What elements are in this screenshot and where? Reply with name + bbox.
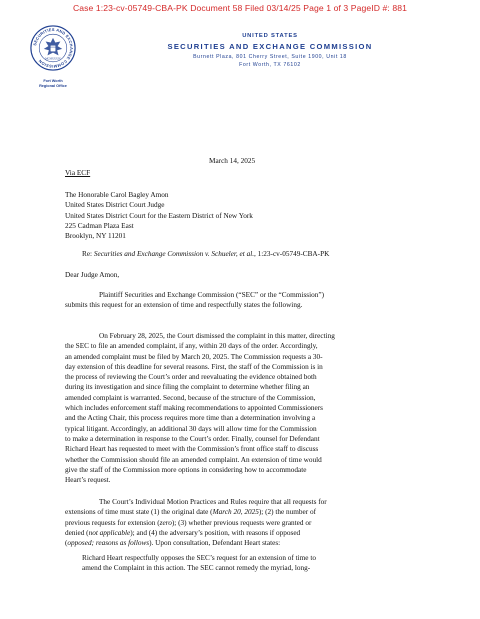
paragraph-line: Richard Heart has requested to meet with the Commission’s front office staff to discuss [65,445,319,454]
paragraph-intro [65,290,324,311]
re-case-number: , 1:23-cv-05749-CBA-PK [254,250,330,258]
letterhead-city: Fort Worth, TX 76102 [239,62,301,68]
paragraph-line: the process of reviewing the Court’s order and reevaluating the evidence obtained both [65,373,317,382]
text-run: extensions of time must state (1) the original date ( [65,508,213,517]
previous-requests: zero [159,518,172,527]
paragraph-line [65,518,327,528]
recipient-address [65,190,253,241]
address-line: Brooklyn, NY 11201 [65,232,126,241]
letterhead-agency: SECURITIES AND EXCHANGE COMMISSION [167,42,373,51]
paragraph-line: Plaintiff Securities and Exchange Commission (“SEC” or the “Commission”) [99,291,324,299]
letterhead-country: UNITED STATES [242,33,298,39]
quote-line: amend the Complaint in this action. The SEC cannot remedy the myriad, long- [82,564,311,573]
address-line: The Honorable Carol Bagley Amon [65,191,169,199]
paragraph-line: submits this request for an extension of time and respectfully states the following. [65,301,303,310]
paragraph-rules [65,497,327,548]
paragraph-line: typical litigant. Accordingly, an additional 30 days will allow time for the Commission [65,424,317,433]
paragraph-line: day extension of this deadline for several reasons. First, the staff of the Commission is in [65,362,323,371]
paragraph-line: to make a determination in response to the Court’s order. Finally, counsel for Defendant [65,434,320,443]
letterhead-address: Burnett Plaza, 801 Cherry Street, Suite 1900, Unit 18 [193,54,347,60]
paragraph-line [65,528,327,538]
paragraph-line: which includes enforcement staff making recommendations to appointed Commissioners [65,404,323,413]
address-line: United States District Court Judge [65,201,165,210]
sec-seal-icon [30,25,76,71]
letter-date: March 14, 2025 [209,157,256,165]
seal-inner-text: MCMXXXIV [45,57,61,61]
text-run: denied ( [65,528,89,537]
text-run: ). Upon consultation, Defendant Heart states: [149,539,281,548]
text-run: ); (2) the number of [258,508,317,517]
paragraph-line [65,507,327,517]
seal-outer-text: SECURITIES AND EXCHANGE COMMISSION [32,26,75,70]
address-line: 225 Cadman Plaza East [65,221,134,230]
re-line [82,249,329,259]
text-run: ( [65,539,68,548]
paragraph-line: and the Acting Chair, this process requires more time than a determination involving a [65,414,316,423]
original-date: March 20, 2025 [212,508,259,517]
paragraph-reasons [65,331,335,485]
paragraph-line: On February 28, 2025, the Court dismissed the complaint in this matter, directing [99,332,335,340]
address-line: United States District Court for the Eastern District of New York [65,211,253,220]
paragraph-line [65,538,327,548]
text-run: previous requests for extension ( [65,518,160,527]
re-prefix: Re: [82,250,94,258]
quote-line: Richard Heart respectfully opposes the SEC’s request for an extension of time to [82,554,316,562]
paragraph-line: amended complaint is warranted. Second, because of the structure of the Commission, [65,393,316,402]
salutation: Dear Judge Amon, [65,271,120,279]
office-label-line: Fort Worth [43,79,63,83]
regional-office-label [30,79,76,89]
paragraph-line: whether the Commission should file an amended complaint. An extension of time would [65,455,322,464]
paragraph-line: the SEC to file an amended complaint, if any, within 20 days of the order. Accordingly, [65,342,318,351]
paragraph-line: during its investigation and since filing the complaint to determine whether filing an [65,383,310,392]
paragraph-line: Heart’s request. [65,476,111,485]
block-quote [82,553,316,574]
text-run: ); (3) whether previous requests were granted or [171,518,312,527]
case-header: Case 1:23-cv-05749-CBA-PK Document 58 Filed 03/14/25 Page 1 of 3 PageID #: 881 [72,3,408,13]
re-case-name: Securities and Exchange Commission v. Schueler, et al. [93,250,255,258]
granted-status: not applicable [88,528,131,537]
office-label-line: Regional Office [39,84,67,89]
text-run: ); and (4) the adversary’s position, with reasons if opposed [130,528,301,537]
paragraph-line: The Court’s Individual Motion Practices and Rules require that all requests for [99,498,327,506]
delivery-method: Via ECF [65,169,91,177]
paragraph-line: an amended complaint must be filed by March 20, 2025. The Commission requests a 30- [65,352,323,361]
paragraph-line: give the staff of the Commission more options in considering how to accommodate [65,465,307,474]
adversary-position: opposed; reasons as follows [67,539,150,548]
